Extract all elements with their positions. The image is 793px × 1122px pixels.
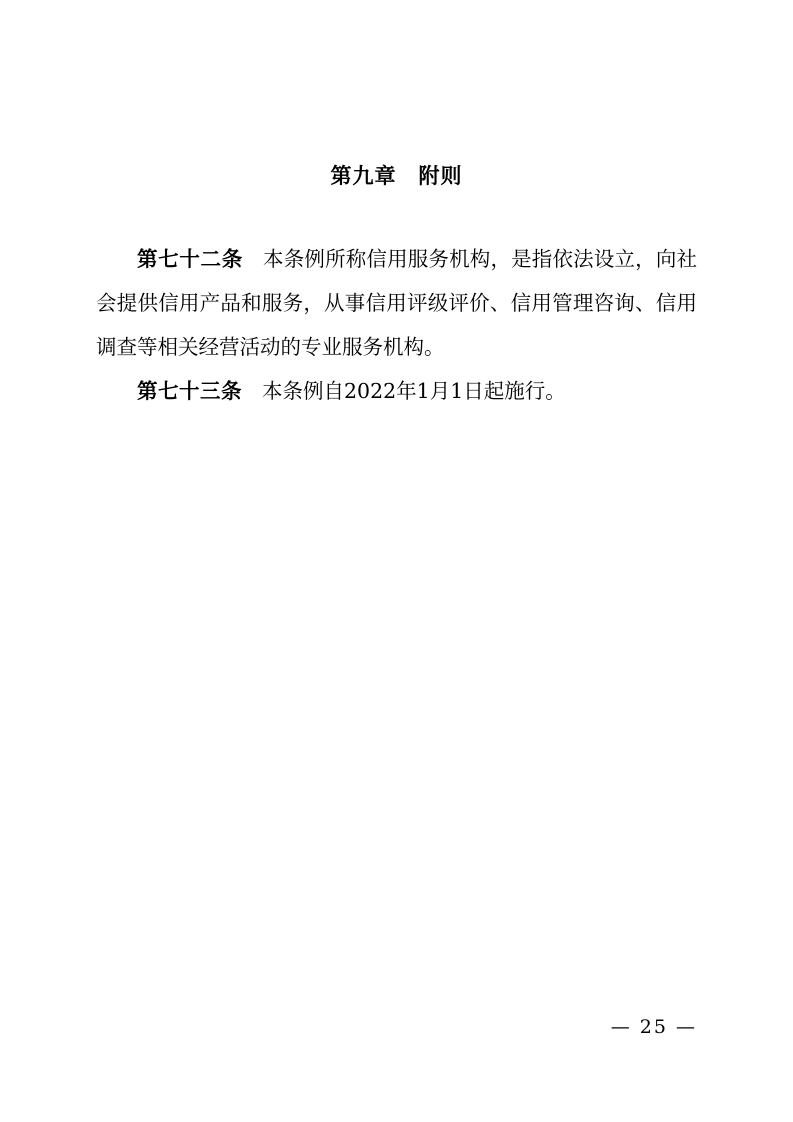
chapter-title: 附则: [418, 164, 463, 188]
article-paragraph: [96, 238, 697, 370]
article-text: 本条例所称信用服务机构，是指依法设立，向社会提供信用产品和服务，从事信用评级评价、信用管理咨询、信用调查等相关经营活动的专业服务机构。: [96, 246, 698, 359]
article-label: 第七十三条: [137, 378, 242, 403]
chapter-heading: [96, 160, 697, 194]
page-content: [96, 160, 697, 414]
page-number: — 25 —: [610, 1016, 697, 1038]
article-label: 第七十二条: [137, 246, 243, 271]
chapter-number: 第九章: [330, 164, 397, 188]
article-text: 本条例自2022年1月1日起施行。: [262, 378, 566, 403]
article-paragraph: [96, 370, 697, 414]
